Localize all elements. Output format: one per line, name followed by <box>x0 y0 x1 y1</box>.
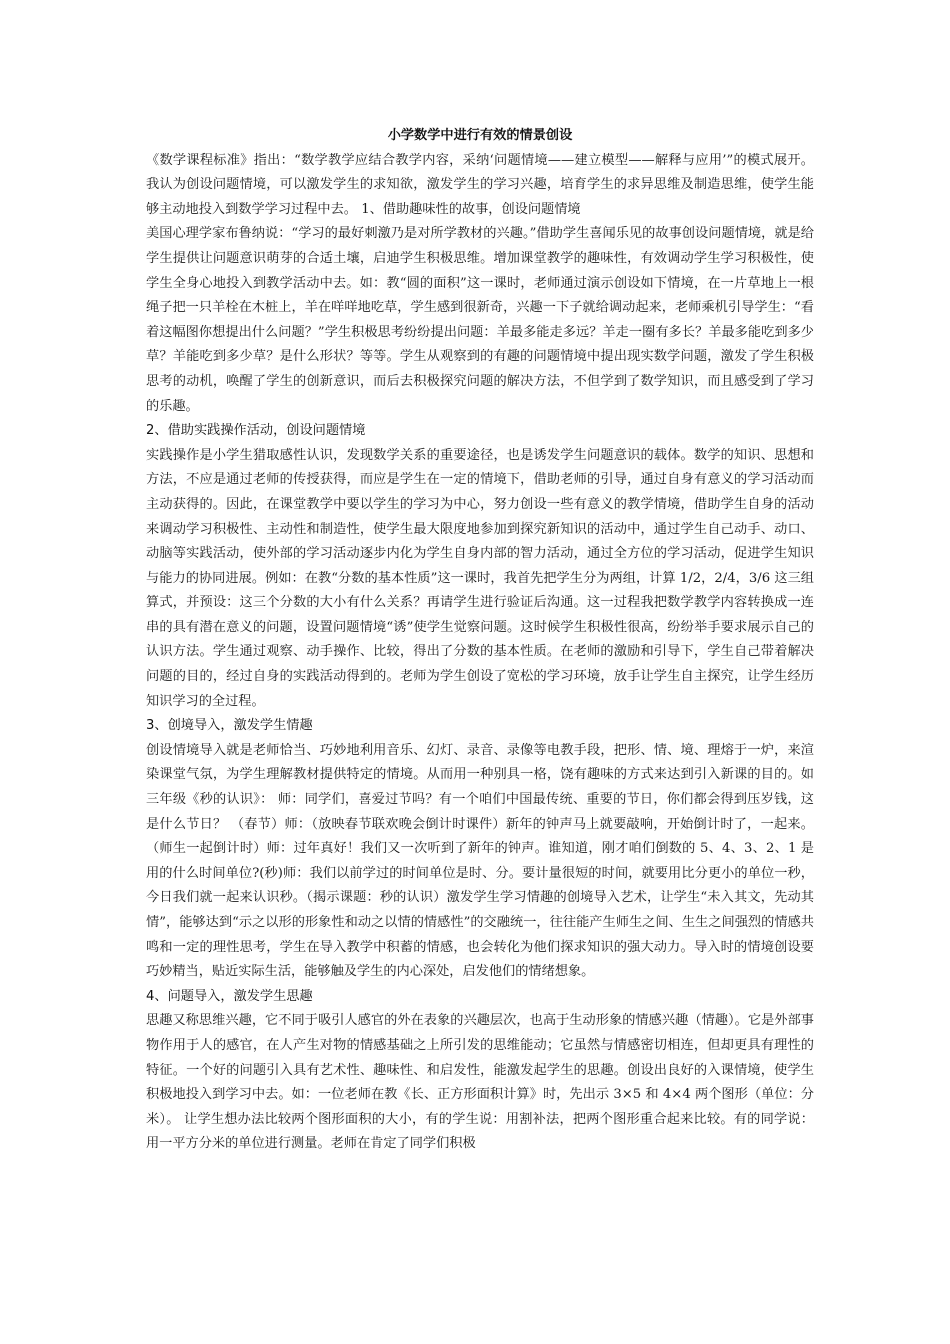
section-4-heading: 4、问题导入，激发学生思趣 <box>146 988 313 1004</box>
section-2-paragraph: 实践操作是小学生猎取感性认识，发现数学关系的重要途径，也是诱发学生问题意识的载体。数学的知识、思想和方法，不应是通过老师的传授获得，而应是学生在一定的情境下，借助老师的引导，通过自身有意义的学习活动而主动获得的。因此，在课堂教学中要以学生的学习为中心，努力创设一些有意义的教学情境，借助学生自身的活动来调动学习积极性、主动性和制造性，使学生最大限度地参加到探究新知识的活动中，通过学生自己动手、动口、动脑等实践活动，使外部的学习活动逐步内化为学生自身内部的智力活动，通过全方位的学习活动，促进学生知识与能力的协同进展。例如：在教“分数的基本性质”这一课时，我首先把学生分为两组，计算 1/2，2/4，3/6 这三组算式，并预设：这三个分数的大小有什么关系？再请学生进行验证后沟通。这一过程我把数学教学内容转换成一连串的具有潜在意义的问题，设置问题情境“诱”使学生觉察问题。这时候学生积极性很高，纷纷举手要求展示自己的认识方法。学生通过观察、动手操作、比较，得出了分数的基本性质。在老师的激励和引导下，学生自己带着解决问题的目的，经过自身的实践活动得到的。老师为学生创设了宽松的学习环境，放手让学生自主探究，让学生经历知识学习的全过程。 <box>146 447 814 709</box>
document-body <box>146 124 814 1157</box>
intro-paragraph: 《数学课程标准》指出：“数学教学应结合教学内容，采纳‘问题情境——建立模型——解释与应用’”的模式展开。我认为创设问题情境，可以激发学生的求知欲，激发学生的学习兴趣，培育学生的求异思维及制造思维，使学生能够主动地投入到数学学习过程中去。 1、借助趣味性的故事，创设问题情境 <box>146 152 814 217</box>
document-title: 小学数学中进行有效的情景创设 <box>387 128 573 143</box>
section-3-paragraph: 创设情境导入就是老师恰当、巧妙地利用音乐、幻灯、录音、录像等电教手段，把形、情、境、理熔于一炉，来渲染课堂气氛，为学生理解教材提供特定的情境。从而用一种别具一格，饶有趣味的方式来达到引入新课的目的。如三年级《秒的认识》： 师：同学们，喜爱过节吗？有一个咱们中国最传统、重要的节日，你们都会得到压岁钱，这是什么节日？ （春节）师：（放映春节联欢晚会倒计时课件）新年的钟声马上就要敲响，开始倒计时了，一起来。（师生一起倒计时）师：过年真好！我们又一次听到了新年的钟声。谁知道，刚才咱们倒数的 5、4、3、2、1 是用的什么时间单位?(秒)师：我们以前学过的时间单位是时、分。要计量很短的时间，就要用比分更小的单位一秒，今日我们就一起来认识秒。（揭示课题：秒的认识）激发学生学习情趣的创境导入艺术，让学生“未入其文，先动其情”，能够达到“示之以形的形象性和动之以情的情感性”的交融统一，往往能产生师生之间、生生之间强烈的情感共鸣和一定的理性思考，学生在导入教学中积蓄的情感，也会转化为他们探求知识的强大动力。导入时的情境创设要巧妙精当，贴近实际生活，能够触及学生的内心深处，启发他们的情绪想象。 <box>146 742 814 980</box>
section-1-paragraph: 美国心理学家布鲁纳说：“学习的最好刺激乃是对所学教材的兴趣。”借助学生喜闻乐见的故事创设问题情境，就是给学生提供让问题意识萌芽的合适土壤，启迪学生积极思维。增加课堂教学的趣味性，有效调动学生学习积极性，使学生全身心地投入到教学活动中去。如：教“圆的面积”这一课时，老师通过演示创设如下情境，在一片草地上一根绳子把一只羊栓在木桩上，羊在咩咩地吃草，学生感到很新奇，兴趣一下子就给调动起来，老师乘机引导学生：“看着这幅图你想提出什么问题？”学生积极思考纷纷提出问题：羊最多能走多远？羊走一圈有多长？羊最多能吃到多少草？羊能吃到多少草？是什么形状？等等。学生从观察到的有趣的问题情境中提出现实数学问题，激发了学生积极思考的动机，唤醒了学生的创新意识，而后去积极探究问题的解决方法，不但学到了数学知识，而且感受到了学习的乐趣。 <box>146 226 814 414</box>
section-4-paragraph: 思趣又称思维兴趣，它不同于吸引人感官的外在表象的兴趣层次，也高于生动形象的情感兴趣（情趣）。它是外部事物作用于人的感官，在人产生对物的情感基础之上所引发的思维能动；它虽然与情感密切相连，但却更具有理性的特征。一个好的问题引入具有艺术性、趣味性、和启发性，能激发起学生的思趣。创设出良好的入课情境，使学生积极地投入到学习中去。如：一位老师在教《长、正方形面积计算》时，先出示 3×5 和 4×4 两个图形（单位：分米）。 让学生想办法比较两个图形面积的大小，有的学生说：用割补法，把两个图形重合起来比较。有的同学说：用一平方分米的单位进行测量。老师在肯定了同学们积极 <box>146 1013 814 1152</box>
section-2-heading: 2、借助实践操作活动，创设问题情境 <box>146 423 366 439</box>
section-3-heading: 3、创境导入，激发学生情趣 <box>146 718 313 734</box>
